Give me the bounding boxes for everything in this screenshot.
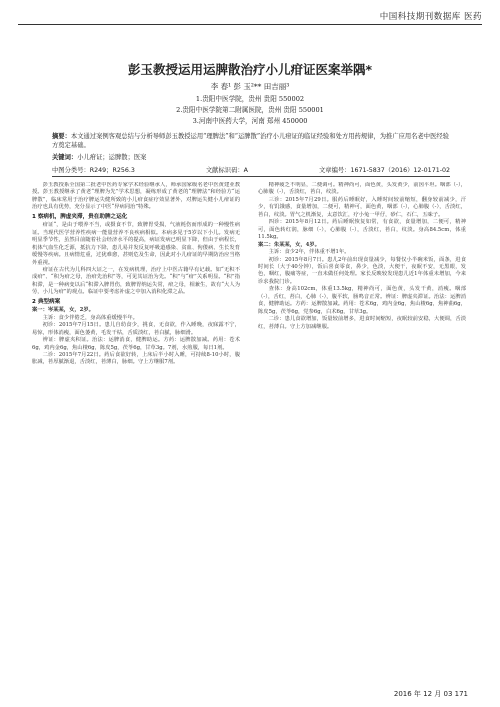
body-paragraph: 二诊：2015年7月22日。药后食欲好转，上床后半小时入睡，可持续8-10小时，腹胀减，苔厚腻渐退，舌淡红，苔薄白，脉细。守上方继服7剂。 bbox=[32, 351, 240, 366]
left-column bbox=[32, 182, 240, 680]
section-heading: 2 典型病案 bbox=[32, 298, 61, 305]
keywords-label: 关键词： bbox=[52, 154, 78, 161]
body-paragraph: 三诊：2015年7月29日。服药后睡眠好，入睡时间较前缩短，翻身较前减少，汗少，有饥饿感，食量增加，二便可，精神可，面色黄，咽部（-），心肺腹（-），舌淡红，苔白，纹淡。胃气之机渐复，太意饮汇，疗小兔一甲仔，砂仁，石仁，五味子。 bbox=[258, 196, 466, 218]
body-paragraph: 主诉：食少2年，伴体重不增1年。 bbox=[268, 249, 350, 256]
body-paragraph: 查体：身高102cm，体重13.5kg，精神尚可，面色黄，头发干黄，消瘦。咽部（-），舌红，苔白，心肺（-），腹平软，肠鸣音正常。辨证：脾虚夹滞证。治法：运脾消食，健脾助运。方药：运脾散加减。药用：苍术6g，鸡内金6g，焦山楂6g，焦神曲6g，陈皮5g，茯苓6g，党参6g，白术6g，甘草3g。 bbox=[258, 286, 466, 315]
abstract bbox=[52, 132, 450, 151]
article-title: 彭玉教授运用运脾散治疗小儿疳证医案举隅* bbox=[127, 62, 373, 77]
body-paragraph: 四诊：2015年8月12日。药后睡眠恢复如常，有食欲，食量增加，二便可，精神可，面色转红润，脉细（-），心肺腹（-），舌淡红，苔白，纹淡。身高84.5cm，体重11.5kg。 bbox=[258, 219, 466, 241]
body-paragraph: 初诊：2015年7月15日。患儿自幼食少，挑食，无食欲，作入睡晚，夜寐露不宁，易惊，形体消瘦，面色萎黄，毛发干枯，舌质淡红，苔白腻，脉细滑。 bbox=[32, 322, 240, 336]
abstract-label: 摘要： bbox=[52, 133, 71, 140]
affiliation-list bbox=[0, 94, 500, 127]
abstract-text: 本文通过案例客观总结与分析导师彭玉教授运用“理脾法”和“运脾散”治疗小儿疳证的临证经验和处方用药规律，为推广应用名老中医经验方奠定基础。 bbox=[52, 133, 449, 150]
affiliation-1: 1.贵阳中医学院，贵州 贵阳 550002 bbox=[195, 95, 305, 103]
body-paragraph: 初诊：2015年8月7日。患儿2年前出现食量减少，每餐仅小半碗米饭，面条，进食时间长（大于40分钟），饭后喜食零食，鼻少，色淡，大便干，夜眠不安，无黑眼，发色，咽红，腹痛等症，一直未做任何处理。家长反映较发现患儿近1年体重未增加，今来诊求我院门诊。 bbox=[258, 256, 466, 285]
affiliation-3: 3.河南中医药大学，河南 郑州 450000 bbox=[192, 117, 308, 125]
body-paragraph: 辨证：脾虚夹积证。治法：运脾消食，健脾助运。方药：运脾散加减。药用：苍术6g，鸡内金6g，焦山楂6g，陈皮5g，茯苓6g，甘草3g。7剂，水煎服，每日1剂。 bbox=[32, 337, 240, 351]
body-paragraph: 彭玉教授系全国第二批老中医药专家学术经验继承人，师承国家级名老中医黄建业教授。彭玉教授继承了黄老“理脾为先”学术思想，凝练形成了黄老的“理脾法”和经验方“运脾散”，临床常用于治疗脾运失健所致的小儿疳食症疗效显著外，对脾运失健小儿疳证的治疗也具有优势，充分显示了中医“异病同治”特殊。 bbox=[32, 182, 240, 211]
divider bbox=[52, 176, 450, 177]
document-code: 文献标识码：A bbox=[205, 167, 248, 174]
article-number: 文章编号：1671-5837（2016）12-0171-02 bbox=[318, 167, 450, 174]
body-paragraph: 二诊：患儿食欲增加，饭量较前增多，进食时间缩短，夜眠较前安稳，大便调，舌淡红，苔薄白。守上方加减继服。 bbox=[258, 316, 466, 330]
keywords bbox=[52, 152, 450, 161]
right-column bbox=[258, 182, 466, 680]
page-footer: 2016 年 12 月 03 171 bbox=[393, 690, 468, 698]
journal-name: 中国科技期刊数据库 医药 bbox=[379, 12, 482, 22]
body-paragraph: 疳证“，是由于喂养不当，或摄食不节，致脾胃受损，气液耗伤而形成的一种慢性病证。当现代医学营养性疾病一能量营养不良疾病相似。本病多见于5岁以下小儿。发病无明显季节性，虽然目前随着社会经济水平的提高，病证发病已明显下降，但由于病程长，机体气血生化乏源，抵抗力下降，患儿易并发反复呼吸道感染、贫血、佝偻病、生长发育缓慢等疾病。且病情危重，过犹难愈，甚则危及生命，因此对小儿疳证的早期防治应当格外重视。 bbox=[32, 222, 240, 266]
body-paragraph: 案一：岑某某，女，2岁。 bbox=[32, 307, 94, 314]
classification-row bbox=[52, 165, 450, 174]
body-paragraph: 精神疲乏不明显，二便调可。精神尚可，面色黄，头发黄少，前囟平坦。咽部（-），心肺腹（-），舌淡红，苔白，纹淡。 bbox=[258, 182, 466, 196]
author-line: 李 春¹ 彭 玉²** 田吉丽³ bbox=[210, 82, 290, 91]
running-header bbox=[18, 8, 482, 25]
body-paragraph: 案二：朱某某，女，4岁。 bbox=[258, 241, 320, 248]
clc-number: 中图分类号：R249；R256.3 bbox=[52, 167, 135, 174]
keywords-text: 小儿疳证；运脾散；医案 bbox=[77, 154, 147, 161]
section-heading: 1 察病机，脾虚夹滞，贵在助脾之运化 bbox=[32, 213, 128, 220]
affiliation-2: 2.贵阳中医学院第二附属医院，贵州 贵阳 550001 bbox=[176, 106, 324, 114]
body-paragraph: 主诉：食少伴倦乏，身高体重缓慢半年。 bbox=[42, 314, 138, 321]
body-paragraph: 疳证在古代为儿科四大证之一，在发病机理，治疗上中医古籍早有记载。如“无积不成疳”、“积为疳之母，治疳先治积”等，可见其证治为先。“积”与“疳”关系明显。“积”指积滞，是一种病变以后“积滞入脾胃伤，致脾胃纳运失常，疳之母，相兼生，故有“大人为劳，小儿为疳”的观点。临证中要考虑补虚之中加入消积化滞之品。 bbox=[32, 266, 240, 296]
